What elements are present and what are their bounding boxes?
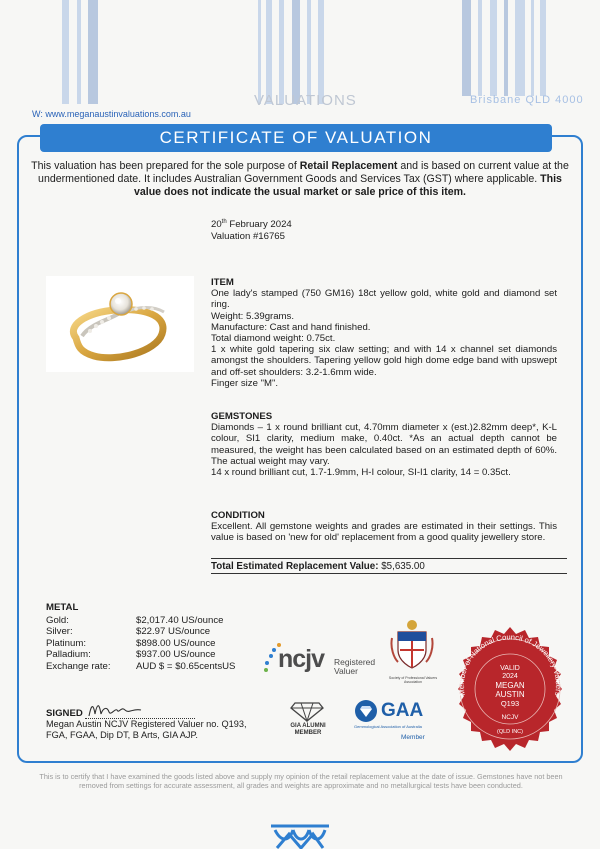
intro-paragraph <box>30 160 570 199</box>
seal-name-first: MEGAN <box>495 681 525 690</box>
gemstones-heading: GEMSTONES <box>211 411 273 422</box>
metal-row <box>46 638 235 650</box>
item-heading: ITEM <box>211 277 234 288</box>
ring-image <box>46 276 194 372</box>
ncjv-seal-icon <box>446 625 574 753</box>
seal-ring-textpath: Member of National Council of Jewellery Valuers <box>456 632 564 697</box>
crest-icon <box>390 618 434 674</box>
condition-text: Excellent. All gemstone weights and grades are estimated in their settings. This value is based on 'new for old' replacement from a good quality jewellery store. <box>211 521 557 544</box>
seal-state: (QLD INC) <box>497 729 523 735</box>
metal-key: Gold: <box>46 614 69 626</box>
gaa-subtitle: Gemmological Association of Australia <box>354 724 422 729</box>
valuation-number: Valuation #16765 <box>211 231 285 243</box>
metal-prices <box>46 602 235 672</box>
decor-bar <box>307 0 311 104</box>
date-suffix: th <box>221 219 227 225</box>
certification-statement: This is to certify that I have examined the goods listed above and supply my opinion of the retail replacement value at the date of issue. Gemstones have not been removed from settings for accurate assessment, all grades and weights are approximate and no metallurgical tests have been conducted. <box>39 772 563 790</box>
decor-bar <box>462 0 471 96</box>
item-line: Manufacture: Cast and hand finished. <box>211 321 371 333</box>
gaa-emblem-icon <box>353 698 379 724</box>
date-day: 20 <box>211 219 222 231</box>
metal-value: AUD $ = $0.65centsUS <box>136 660 236 672</box>
date-rest: February 2024 <box>226 219 292 231</box>
signature-icon <box>85 698 145 720</box>
item-section <box>211 277 557 389</box>
item-line: Weight: 5.39grams. <box>211 310 295 322</box>
decor-bar <box>515 0 525 96</box>
condition-heading: CONDITION <box>211 510 265 521</box>
ring-photo <box>46 276 194 372</box>
valuation-meta <box>211 216 292 243</box>
crest-caption: Society of Professional Valuers Association <box>388 676 438 684</box>
signed-label: SIGNED <box>46 708 83 719</box>
metal-row <box>46 615 235 627</box>
watermark-address: Brisbane QLD 4000 <box>470 94 584 106</box>
gaa-member-label: Member <box>401 734 425 741</box>
total-value <box>211 558 567 574</box>
metal-key: Exchange rate: <box>46 660 111 672</box>
valuation-date <box>211 216 292 231</box>
signer-name: Megan Austin NCJV Registered Valuer no. Q193, <box>46 719 247 729</box>
website-url: W: www.meganaustinvaluations.com.au <box>32 109 191 119</box>
gaa-logo: GAA <box>381 700 424 721</box>
metal-key: Platinum: <box>46 637 86 649</box>
total-amount: $5,635.00 <box>381 561 425 572</box>
item-line: Finger size "M". <box>211 377 279 389</box>
metal-key: Palladium: <box>46 649 91 660</box>
seal-org: NCJV <box>501 714 519 721</box>
ncjv-logo: ncjv <box>278 645 325 673</box>
ncjv-subtitle <box>334 658 375 676</box>
gemstones-line: 14 x round brilliant cut, 1.7-1.9mm, H-I colour, SI-I1 clarity, 14 = 0.35ct. <box>211 467 511 479</box>
intro-disclaimer: This value does not indicate the usual market or sale price of this item. <box>133 173 562 198</box>
item-line: Total diamond weight: 0.75ct. <box>211 333 336 345</box>
item-line: 1 x white gold tapering six claw setting; and with 14 x channel set diamonds amongst the shoulders. Tapering yellow gold high dome edge band with upswept and off-set shoulders: 3.2-1.6mm wide. <box>211 344 557 378</box>
signer-quals: FGA, FGAA, Dip DT, B Arts, GIA AJP. <box>46 730 198 740</box>
decor-bar <box>62 0 69 104</box>
decor-bar <box>318 0 324 104</box>
metal-row <box>46 661 235 673</box>
decor-bar <box>504 0 508 96</box>
metal-value: $937.00 US/ounce <box>136 649 216 660</box>
decor-bar <box>88 0 98 104</box>
gemstones-line: Diamonds – 1 x round brilliant cut, 4.70mm diameter x (est.)2.82mm deep*, K-L colour, SI1 clarity, medium make, 0.40ct. *As an actual depth cannot be measured, the weight has been calculated based on an estimated depth of 60%. The actual weight may vary. <box>211 422 557 467</box>
metal-row <box>46 649 235 661</box>
decor-bar <box>531 0 534 96</box>
company-logo-icon <box>267 822 333 849</box>
seal-valid: VALID <box>500 665 520 672</box>
decor-bar <box>292 0 300 104</box>
ncjv-registered: Registered <box>334 657 376 667</box>
decor-bar <box>266 0 272 104</box>
decor-bar <box>77 0 81 104</box>
metal-value: $22.97 US/ounce <box>136 626 211 637</box>
intro-purpose: Retail Replacement <box>299 160 398 172</box>
total-label: Total Estimated Replacement Value: <box>211 561 382 572</box>
decor-bar <box>478 0 482 96</box>
decor-bar <box>490 0 497 96</box>
gemstones-section <box>211 411 557 478</box>
gia-diamond-icon <box>289 697 325 723</box>
signature-block <box>46 708 247 741</box>
metal-heading: METAL <box>46 602 79 613</box>
decor-bar <box>279 0 284 104</box>
seal-id: Q193 <box>500 699 520 708</box>
item-line: One lady's stamped (750 GM16) 18ct yellow gold, white gold and diamond set ring. <box>211 288 557 311</box>
metal-value: $898.00 US/ounce <box>136 637 216 649</box>
header-decoration <box>0 0 600 110</box>
condition-section <box>211 510 557 544</box>
decor-bar <box>540 0 546 96</box>
signature-line <box>85 708 195 719</box>
metal-row <box>46 626 235 638</box>
certificate-title: CERTIFICATE OF VALUATION <box>40 124 552 152</box>
seal-name-last: AUSTIN <box>495 690 525 699</box>
seal-year: 2024 <box>502 673 518 680</box>
gia-alumni-badge: GIA ALUMNI MEMBER <box>290 723 326 736</box>
watermark-valuations: VALUATIONS <box>254 92 357 109</box>
intro-text: and is based on current value at the undermentioned date. It includes Australian Government Goods and Services Tax (GST) where applicable. <box>38 160 569 185</box>
intro-text: This valuation has been prepared for the sole purpose of <box>31 160 300 172</box>
ncjv-valuer: Valuer <box>334 666 358 676</box>
decor-bar <box>258 0 261 104</box>
metal-value: $2,017.40 US/ounce <box>136 614 224 626</box>
metal-key: Silver: <box>46 626 73 637</box>
